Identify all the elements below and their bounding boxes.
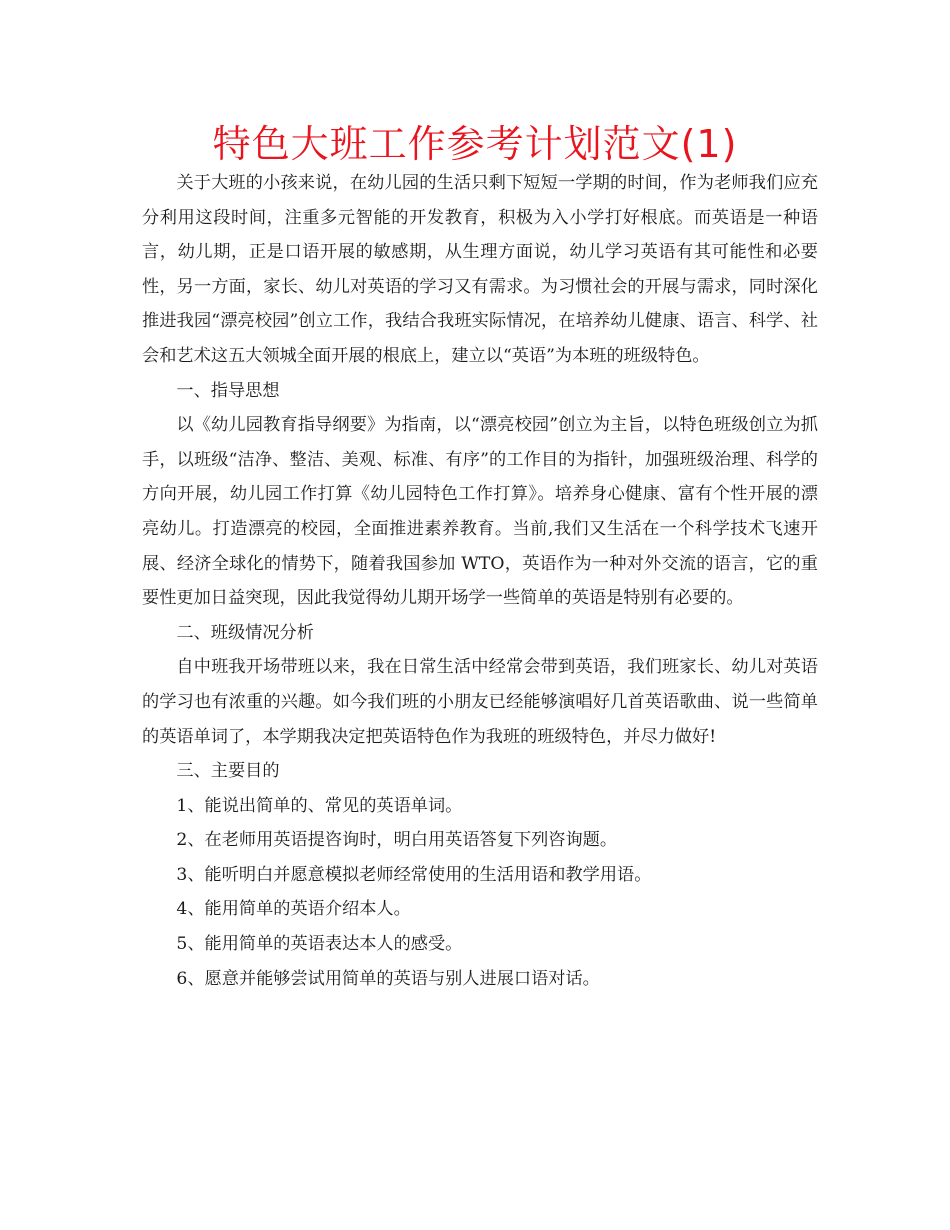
goal-item: 1、能说出简单的、常见的英语单词。 <box>176 795 463 816</box>
goal-item: 2、在老师用英语提咨询时，明白用英语答复下列咨询题。 <box>176 830 618 851</box>
intro-paragraph: 关于大班的小孩来说，在幼儿园的生活只剩下短短一学期的时间，作为老师我们应充分利用这段时间，注重多元智能的开发教育，积极为入小学打好根底。而英语是一种语言，幼儿期，正是口语开展的敏感期，从生理方面说，幼儿学习英语有其可能性和必要性，另一方面，家长、幼儿对英语的学习又有需求。为习惯社会的开展与需求，同时深化推进我园“漂亮校园”创立工作，我结合我班实际情况，在培养幼儿健康、语言、科学、社会和艺术这五大领城全面开展的根底上，建立以“英语”为本班的班级特色。 <box>142 173 818 366</box>
goal-item: 3、能听明白并愿意模拟老师经常使用的生活用语和教学用语。 <box>176 864 652 885</box>
guiding-ideology-paragraph: 以《幼儿园教育指导纲要》为指南，以“漂亮校园”创立为主旨，以特色班级创立为抓手，以班级“洁净、整洁、美观、标准、有序”的工作目的为指针，加强班级治理、科学的方向开展，幼儿园工作打算《幼儿园特色工作打算》。培养身心健康、富有个性开展的漂亮幼儿。打造漂亮的校园，全面推进素养教育。当前,我们又生活在一个科学技术飞速开展、经济全球化的情势下，随着我国参加 WTO，英语作为一种对外交流的语言，它的重要性更加日益突现，因此我觉得幼儿期开场学一些简单的英语是特别有必要的。 <box>142 415 818 609</box>
goal-item: 6、愿意并能够尝试用简单的英语与别人进展口语对话。 <box>176 968 600 989</box>
document-title: 特色大班工作参考计划范文(1) <box>212 122 738 166</box>
class-analysis-paragraph: 自中班我开场带班以来，我在日常生活中经常会带到英语，我们班家长、幼儿对英语的学习也有浓重的兴趣。如今我们班的小朋友已经能够演唱好几首英语歌曲、说一些简单的英语单词了，本学期我决定把英语特色作为我班的班级特色，并尽力做好! <box>142 657 818 747</box>
section-heading-class-analysis: 二、班级情况分析 <box>176 622 314 643</box>
section-heading-guiding-ideology: 一、指导思想 <box>176 380 280 401</box>
goal-item: 5、能用简单的英语表达本人的感受。 <box>176 934 463 955</box>
document-body <box>142 166 818 996</box>
section-heading-main-goals: 三、主要目的 <box>176 761 280 782</box>
goal-item: 4、能用简单的英语介绍本人。 <box>176 899 411 920</box>
